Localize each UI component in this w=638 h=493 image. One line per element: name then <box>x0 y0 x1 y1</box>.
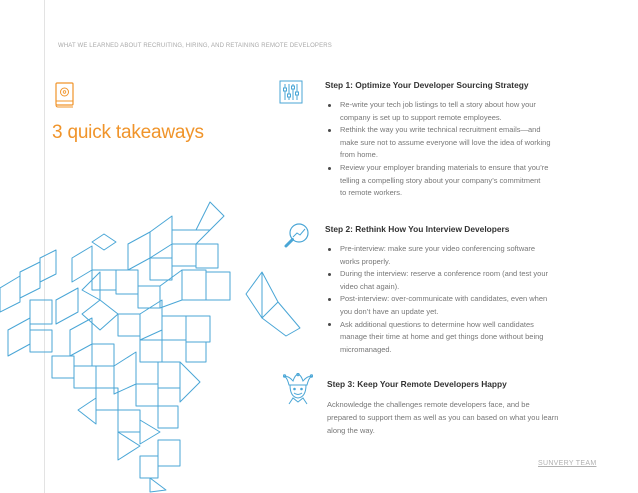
step-2-title: Step 2: Rethink How You Interview Developers <box>325 224 510 234</box>
magnifier-chart-icon <box>283 222 311 250</box>
list-item: During the interview: reserve a conference room (and test your video chat again). <box>325 268 575 293</box>
step-1-bullets <box>325 99 575 200</box>
step-2-bullets <box>325 243 575 356</box>
list-item: Pre-interview: make sure your video conferencing software works properly. <box>325 243 575 268</box>
step-3-title: Step 3: Keep Your Remote Developers Happy <box>327 379 507 389</box>
list-item: Re-write your tech job listings to tell a story about how your company is set up to support remote employees. <box>325 99 575 124</box>
page-header: WHAT WE LEARNED ABOUT RECRUITING, HIRING, AND RETAINING REMOTE DEVELOPERS <box>58 43 332 49</box>
step-1-title: Step 1: Optimize Your Developer Sourcing Strategy <box>325 80 529 90</box>
book-icon <box>53 82 75 108</box>
jester-icon <box>283 373 313 405</box>
list-item: Rethink the way you write technical recruitment emails—and make sure not to assume everyone will love the idea of working from home. <box>325 124 575 162</box>
list-item: Review your employer branding materials to ensure that you’re telling a compelling story about your company’s commitment to remote workers. <box>325 162 575 200</box>
list-item: Post-interview: over-communicate with candidates, even when you don’t have an update yet. <box>325 293 575 318</box>
footer-brand: SUNVERY TEAM <box>538 460 597 467</box>
page-title: 3 quick takeaways <box>52 122 204 143</box>
sliders-icon <box>279 80 303 104</box>
list-item: Ask additional questions to determine how well candidates manage their time at home and get things done without being micromanaged. <box>325 319 575 357</box>
step-3-paragraph: Acknowledge the challenges remote developers face, and be prepared to support them as well as you can based on what you learn along the way. <box>327 400 559 435</box>
isometric-pattern <box>0 192 310 493</box>
